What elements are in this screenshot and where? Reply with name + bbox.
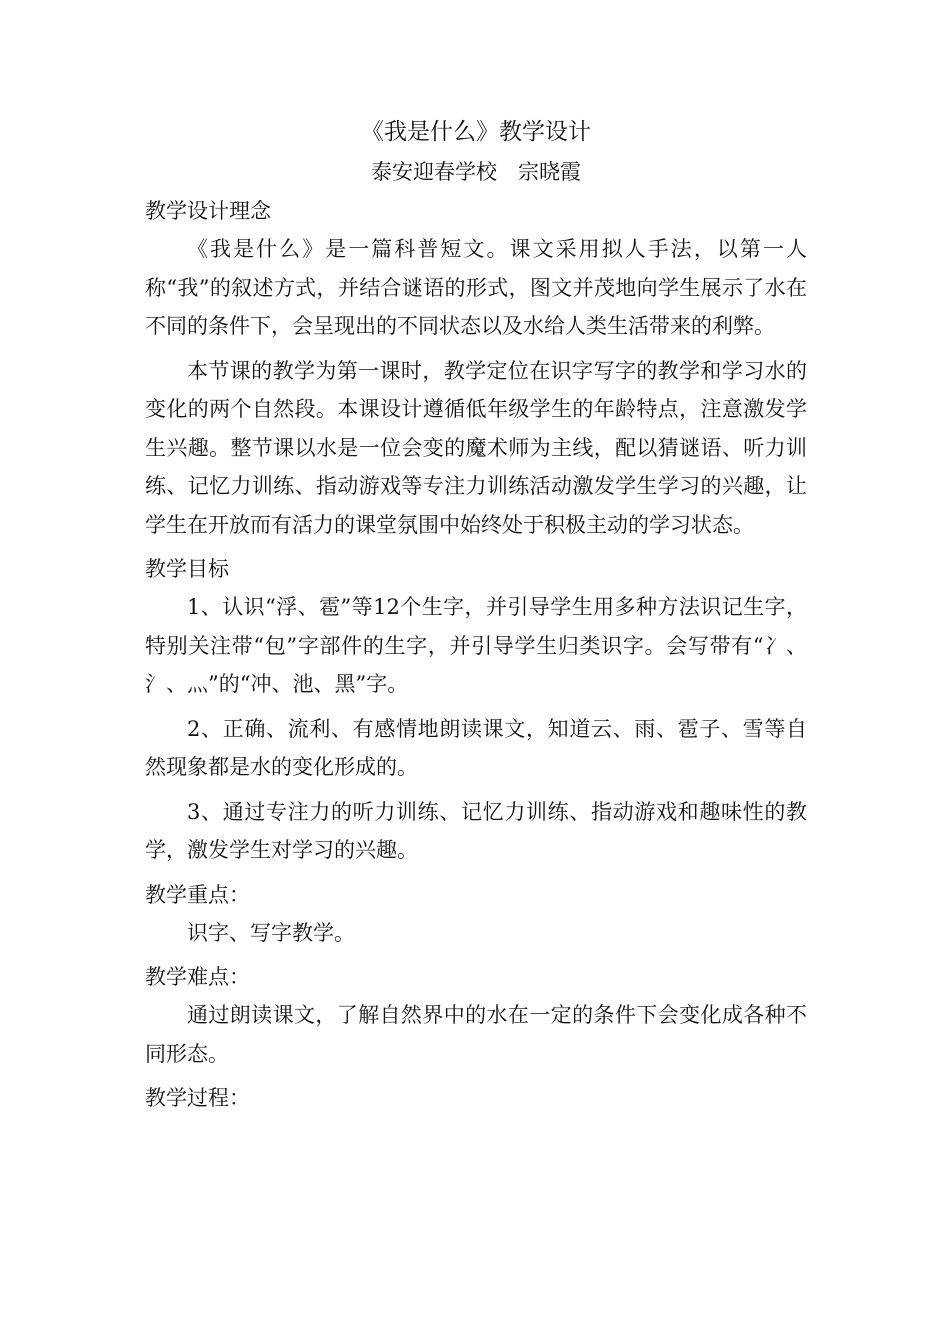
document-author: 泰安迎春学校 宗晓霞 [371,160,581,184]
goal-item: 2、正确、流利、有感情地朗读课文，知道云、雨、雹子、雪等自然现象都是水的变化形成的。 [145,716,807,779]
goal-item: 1、认识“浮、雹”等12个生字，并引导学生用多种方法识记生字，特别关注带“包”字部件的生字，并引导学生归类识字。会写带有“冫、氵、灬”的“冲、池、黑”字。 [145,595,807,696]
section-heading-key-points: 教学重点： [145,882,250,907]
document-title: 《我是什么》教学设计 [361,119,591,145]
section-heading-difficulties: 教学难点： [145,965,250,989]
key-point-text: 识字、写字教学。 [187,920,355,945]
section-heading-concept: 教学设计理念 [145,199,271,223]
section-heading-process: 教学过程： [145,1086,250,1110]
concept-paragraph: 本节课的教学为第一课时，教学定位在识字写字的教学和学习水的变化的两个自然段。本课设计遵循低年级学生的年龄特点，注意激发学生兴趣。整节课以水是一位会变的魔术师为主线，配以猜谜语、听力训练、记忆力训练、指动游戏等专注力训练活动激发学生学习的兴趣，让学生在开放而有活力的课堂氛围中始终处于积极主动的学习状态。 [145,358,807,537]
section-heading-goals: 教学目标 [145,557,229,581]
document-page [145,112,807,1117]
goal-item: 3、通过专注力的听力训练、记忆力训练、指动游戏和趣味性的教学，激发学生对学习的兴趣。 [145,799,807,862]
concept-paragraph: 《我是什么》是一篇科普短文。课文采用拟人手法，以第一人称“我”的叙述方式，并结合谜语的形式，图文并茂地向学生展示了水在不同的条件下，会呈现出的不同状态以及水给人类生活带来的利弊。 [145,237,807,338]
difficulty-text: 通过朗读课文，了解自然界中的水在一定的条件下会变化成各种不同形态。 [145,1003,807,1066]
